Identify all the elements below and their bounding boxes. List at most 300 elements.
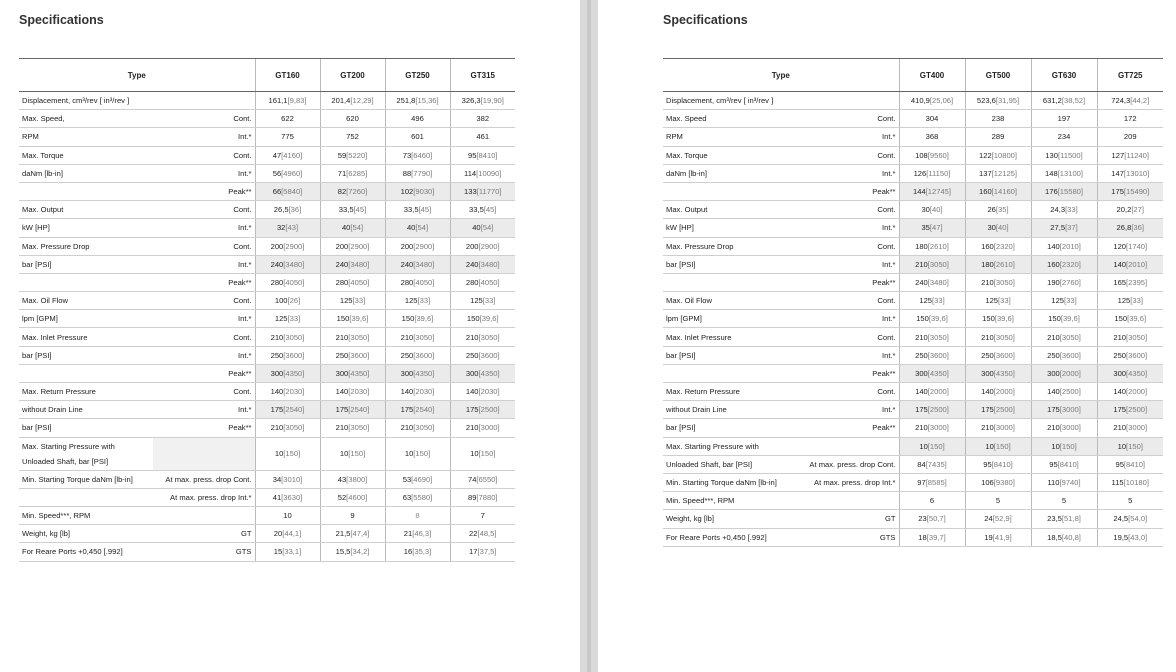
table-row [663,110,1163,128]
row-label: bar [PSI] [663,419,797,437]
imperial-value: [45] [418,205,432,215]
metric-value: 122 [979,150,992,160]
table-row [19,201,515,219]
imperial-value: [2395] [1126,277,1148,287]
metric-value: 97 [917,478,926,488]
metric-value: 10 [985,441,994,451]
row-label [19,273,153,291]
value-cell [450,110,515,128]
row-label: bar [PSI] [663,346,797,364]
imperial-value: [46,3] [412,529,432,539]
value-cell [1097,383,1163,401]
value-cell [899,310,965,328]
row-label: Min. Speed***, RPM [663,492,797,510]
imperial-value: [36] [288,205,302,215]
imperial-value: [39,6] [414,314,434,324]
table-row [663,528,1163,546]
value-cell [1031,492,1097,510]
metric-value: 130 [1045,150,1058,160]
imperial-value: [150] [1126,441,1143,451]
imperial-value: [11150] [926,168,951,178]
value-cell [899,346,965,364]
imperial-value: [19,90] [480,96,504,106]
imperial-value: [4600] [346,492,368,502]
metric-value: 160 [979,187,992,197]
row-condition: GTS [153,543,255,561]
row-condition: Cont. [797,328,899,346]
value-cell [320,219,385,237]
metric-value: 19 [984,532,993,542]
row-condition: Peak** [153,364,255,382]
value-cell [899,182,965,200]
type-header: Type [19,59,255,92]
row-condition: GTS [797,528,899,546]
metric-value: 300 [335,368,349,378]
metric-value: 24,5 [1113,514,1129,524]
imperial-value: [11240] [1124,150,1149,160]
metric-value: 10 [274,449,284,459]
value-cell [320,310,385,328]
value-cell [1031,310,1097,328]
value-cell [899,237,965,255]
metric-value: 140 [915,387,928,397]
metric-value: 56 [272,168,282,178]
metric-value: 300 [465,368,479,378]
value-cell [1097,146,1163,164]
table-row [663,273,1163,291]
metric-value: 210 [915,423,928,433]
metric-value: 140 [1047,241,1060,251]
imperial-value: [54] [415,223,429,233]
imperial-value: [15580] [1057,187,1084,197]
value-cell [965,182,1031,200]
imperial-value: [4350] [1126,368,1148,378]
value-cell [899,419,965,437]
metric-value: 210 [915,332,928,342]
value-cell [899,492,965,510]
metric-value: 410,9 [910,96,930,106]
imperial-value: [33] [352,296,366,306]
row-condition: Cont. [797,110,899,128]
metric-value: 35 [921,223,930,233]
row-condition: Peak** [153,419,255,437]
value-cell [1097,346,1163,364]
value-cell [255,310,320,328]
metric-value: 140 [981,387,994,397]
value-cell [320,543,385,561]
metric-value: 20 [273,529,283,539]
metric-value: 326,3 [461,96,481,106]
metric-value: 280 [270,277,284,287]
table-row [663,401,1163,419]
metric-value: 289 [991,132,1005,142]
metric-value: 88 [402,168,412,178]
row-label: daNm [lb-in] [19,164,153,182]
metric-value: 250 [981,350,994,360]
value-cell [899,164,965,182]
value-cell [450,506,515,524]
imperial-value: [40] [929,205,943,215]
metric-value: 175 [270,405,284,415]
row-label: Min. Starting Torque daNm [lb-in] [19,470,153,488]
value-cell [965,346,1031,364]
imperial-value: [3000] [478,423,500,433]
imperial-value: [33] [482,296,496,306]
row-condition: Int.* [797,128,899,146]
imperial-value: [3600] [478,350,500,360]
value-cell [965,273,1031,291]
metric-value: 40 [472,223,481,233]
metric-value: 210 [465,423,479,433]
imperial-value: [54] [480,223,494,233]
imperial-value: [3000] [927,423,949,433]
metric-value: 108 [915,150,928,160]
page-gutter [580,0,598,672]
imperial-value: [3480] [413,259,435,269]
imperial-value: [150] [478,449,496,459]
table-row [663,346,1163,364]
row-condition: Peak** [153,273,255,291]
imperial-value: [3050] [1126,332,1148,342]
value-cell [450,364,515,382]
table-row [663,128,1163,146]
value-cell [320,146,385,164]
value-cell [1031,92,1097,110]
table-row [19,383,515,401]
table-row [19,419,515,437]
table-row [663,473,1163,491]
value-cell [1031,110,1097,128]
table-row [19,437,515,470]
metric-value: 125 [1051,296,1065,306]
row-condition: Int.* [153,255,255,273]
row-label: For Reare Ports +0,450 [.992] [663,528,797,546]
value-cell [255,146,320,164]
row-label: Max. Speed [663,110,797,128]
table-row [19,310,515,328]
metric-value: 27,5 [1050,223,1066,233]
table-row [663,92,1163,110]
metric-value: 175 [915,405,928,415]
table-row [19,506,515,524]
metric-value: 210 [400,423,414,433]
row-label: Max. Torque [663,146,797,164]
value-cell [450,346,515,364]
value-cell [320,110,385,128]
value-cell [965,292,1031,310]
imperial-value: [39,6] [1127,314,1147,324]
row-condition: Int.* [797,401,899,419]
metric-value: 280 [465,277,479,287]
model-header: GT400 [899,59,965,92]
imperial-value: [9560] [927,150,949,160]
value-cell [450,201,515,219]
imperial-value: [2000] [1059,368,1081,378]
table-row [663,146,1163,164]
value-cell [385,310,450,328]
row-label [663,273,797,291]
value-cell [1097,255,1163,273]
imperial-value: [3050] [927,259,949,269]
imperial-value: [3050] [283,332,305,342]
table-row [19,401,515,419]
spec-table [19,58,515,562]
metric-value: 125 [404,296,418,306]
metric-value: 210 [465,332,479,342]
value-cell [320,419,385,437]
metric-value: 368 [925,132,939,142]
metric-value: 32 [276,223,286,233]
table-row [19,328,515,346]
value-cell [1031,255,1097,273]
imperial-value: [3600] [993,350,1015,360]
metric-value: 84 [917,459,926,469]
value-cell [965,110,1031,128]
value-cell [1031,419,1097,437]
model-header: GT500 [965,59,1031,92]
metric-value: 165 [1113,277,1127,287]
value-cell [450,128,515,146]
row-label: Min. Starting Torque daNm [lb-in] [663,473,797,491]
imperial-value: [39,6] [1060,314,1080,324]
metric-value: 16 [403,547,413,557]
value-cell [385,346,450,364]
table-row [663,383,1163,401]
row-label: Unloaded Shaft, bar [PSI] [663,455,797,473]
value-cell [450,237,515,255]
value-cell [1097,510,1163,528]
type-header: Type [663,59,899,92]
value-cell [320,383,385,401]
row-condition: Cont. [153,201,255,219]
imperial-value: [3050] [348,423,370,433]
metric-value: 9 [350,511,355,521]
spec-table [663,58,1163,547]
imperial-value: [33] [1065,205,1078,215]
metric-value: 300 [915,368,928,378]
value-cell [385,470,450,488]
value-cell [1097,401,1163,419]
metric-value: 30 [921,205,930,215]
imperial-value: [3050] [478,332,500,342]
metric-value: 180 [981,259,994,269]
imperial-value: [13100] [1057,168,1084,178]
metric-value: 209 [1123,132,1137,142]
imperial-value: [43] [285,223,299,233]
value-cell [385,273,450,291]
imperial-value: [2900] [348,241,370,251]
imperial-value: [3050] [283,423,305,433]
imperial-value: [3800] [346,474,368,484]
metric-value: 95 [1049,459,1058,469]
row-condition: GT [153,525,255,543]
value-cell [1031,528,1097,546]
metric-value: 125 [919,296,933,306]
metric-value: 10 [339,449,349,459]
metric-value: 8 [415,511,420,521]
metric-value: 140 [465,387,479,397]
value-cell [899,437,965,455]
metric-value: 280 [400,277,414,287]
metric-value: 125 [339,296,353,306]
row-label: Max. Pressure Drop [19,237,153,255]
value-cell [385,506,450,524]
imperial-value: [51,8] [1061,514,1081,524]
imperial-value: [40,8] [1061,532,1081,542]
metric-value: 5 [995,496,1001,506]
value-cell [1031,437,1097,455]
metric-value: 197 [1057,114,1071,124]
metric-value: 47 [272,150,282,160]
imperial-value: [26] [287,296,301,306]
metric-value: 20,2 [1116,205,1132,215]
row-label: lpm [GPM] [663,310,797,328]
value-cell [450,437,515,470]
imperial-value: [4050] [283,277,305,287]
value-cell [385,488,450,506]
imperial-value: [2500] [927,405,949,415]
imperial-value: [3600] [348,350,370,360]
value-cell [1097,128,1163,146]
value-cell [385,437,450,470]
imperial-value: [12,29] [350,96,374,106]
metric-value: 74 [467,474,477,484]
metric-value: 200 [335,241,349,251]
value-cell [255,506,320,524]
imperial-value: [2320] [1059,259,1081,269]
metric-value: 5 [1061,496,1067,506]
value-cell [385,92,450,110]
imperial-value: [6285] [346,168,368,178]
row-condition: Int.* [153,219,255,237]
row-condition: At max. press. drop Int.* [153,488,255,506]
row-label: bar [PSI] [19,255,153,273]
imperial-value: [35] [995,205,1009,215]
imperial-value: [2030] [478,387,500,397]
metric-value: 10 [283,511,292,521]
value-cell [899,201,965,219]
imperial-value: [44,1] [282,529,302,539]
metric-value: 95 [983,459,992,469]
value-cell [899,364,965,382]
imperial-value: [45] [483,205,497,215]
value-cell [1097,492,1163,510]
imperial-value: [37,5] [477,547,497,557]
model-header: GT200 [320,59,385,92]
imperial-value: [2540] [348,405,370,415]
row-condition [797,492,899,510]
imperial-value: [4690] [411,474,433,484]
value-cell [385,219,450,237]
row-condition: Cont. [153,237,255,255]
value-cell [965,219,1031,237]
value-cell [450,470,515,488]
metric-value: 250 [400,350,414,360]
value-cell [965,255,1031,273]
metric-value: 21 [403,529,413,539]
metric-value: 23 [918,514,927,524]
table-row [663,455,1163,473]
imperial-value: [9740] [1059,478,1081,488]
table-row [663,364,1163,382]
metric-value: 752 [346,132,359,142]
imperial-value: [2010] [1126,259,1148,269]
imperial-value: [33] [998,296,1011,306]
metric-value: 201,4 [331,96,351,106]
row-condition: Int.* [153,346,255,364]
metric-value: 150 [982,314,995,324]
row-label: Displacement, cm³/rev [ in³/rev ] [663,92,797,110]
table-row [19,364,515,382]
table-row [663,255,1163,273]
metric-value: 147 [1111,168,1124,178]
metric-value: 172 [1123,114,1137,124]
metric-value: 175 [981,405,994,415]
metric-value: 40 [341,223,351,233]
row-condition: Peak** [797,273,899,291]
imperial-value: [44,2] [1130,96,1150,106]
imperial-value: [11770] [476,187,502,197]
value-cell [1097,110,1163,128]
metric-value: 126 [913,168,927,178]
metric-value: 10 [1051,441,1060,451]
value-cell [965,328,1031,346]
metric-value: 160 [1047,259,1060,269]
imperial-value: [4960] [281,168,303,178]
row-condition: Cont. [797,146,899,164]
imperial-value: [3600] [1126,350,1148,360]
imperial-value: [2000] [993,387,1015,397]
imperial-value: [33] [932,296,945,306]
imperial-value: [12125] [991,168,1018,178]
metric-value: 620 [346,114,359,124]
imperial-value: [3050] [993,277,1015,287]
imperial-value: [27] [1131,205,1144,215]
value-cell [965,437,1031,455]
metric-value: 210 [335,423,349,433]
row-condition: Cont. [797,383,899,401]
metric-value: 22 [469,529,478,539]
imperial-value: [2000] [1126,387,1148,397]
value-cell [255,364,320,382]
value-cell [1031,364,1097,382]
value-cell [320,237,385,255]
imperial-value: [33] [417,296,431,306]
table-row [663,164,1163,182]
imperial-value: [2760] [1059,277,1081,287]
table-row [19,488,515,506]
value-cell [965,492,1031,510]
imperial-value: [4350] [348,368,370,378]
imperial-value: [4350] [993,368,1015,378]
imperial-value: [9380] [993,478,1015,488]
row-condition: Peak** [797,419,899,437]
metric-value: 30 [987,223,996,233]
metric-value: 82 [337,187,347,197]
value-cell [965,419,1031,437]
model-header: GT250 [385,59,450,92]
page-title: Specifications [19,13,104,27]
row-label: Max. Pressure Drop [663,237,797,255]
value-cell [965,201,1031,219]
value-cell [1031,401,1097,419]
metric-value: 461 [476,132,490,142]
metric-value: 7 [480,511,485,521]
imperial-value: [43,0] [1128,532,1148,542]
value-cell [899,473,965,491]
value-cell [1097,528,1163,546]
value-cell [255,182,320,200]
